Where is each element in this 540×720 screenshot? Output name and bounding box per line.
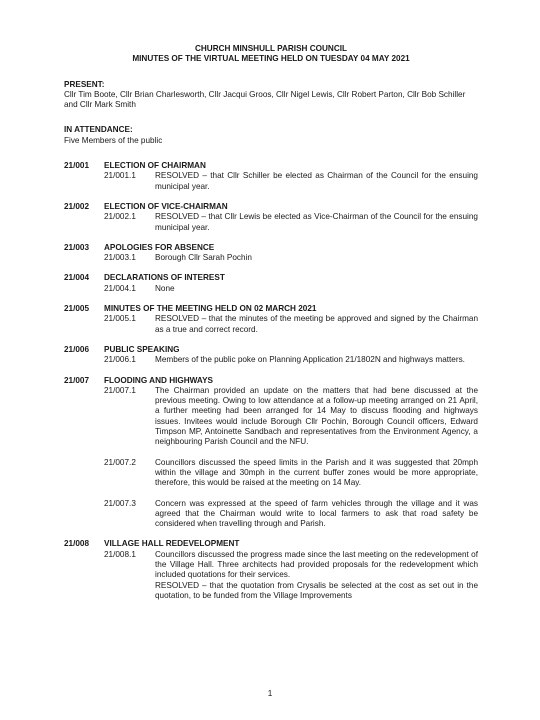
section-number: 21/008: [64, 539, 90, 549]
item-number: 21/007.3: [104, 498, 136, 508]
item-number: 21/001.1: [104, 171, 136, 181]
section-election-of-vice-chairman: [64, 202, 478, 233]
section-title: APOLOGIES FOR ABSENCE: [104, 242, 215, 252]
item-text: RESOLVED – that the minutes of the meeting be approved and signed by the Chairman as a true and correct record.: [155, 314, 478, 334]
item-text: Members of the public poke on Planning Application 21/1802N and highways matters.: [155, 355, 465, 365]
section-village-hall: [64, 539, 478, 601]
section-previous-minutes: [64, 304, 478, 335]
item-text: Councillors discussed the speed limits in the Parish and it was suggested that 20mph within the village and 30mph in the current buffer zones would be more appropriate, therefore, this would be raised at the meeting on 14 May.: [155, 457, 478, 488]
item-number: 21/005.1: [104, 314, 136, 324]
attendance-text: Five Members of the public: [64, 135, 163, 145]
council-name: CHURCH MINSHULL PARISH COUNCIL: [194, 44, 348, 53]
item-text: None: [155, 283, 175, 293]
section-number: 21/007: [64, 375, 90, 385]
section-election-of-chairman: [64, 161, 478, 192]
section-title: DECLARATIONS OF INTEREST: [104, 273, 225, 283]
item-text: RESOLVED – that Cllr Lewis be elected as Vice-Chairman of the Council for the ensuing municipal year.: [155, 212, 478, 232]
section-flooding-highways: [64, 376, 478, 530]
item-number: 21/004.1: [104, 283, 136, 293]
section-number: 21/005: [64, 304, 90, 314]
attendance-label: IN ATTENDANCE:: [64, 125, 133, 135]
item-number: 21/008.1: [104, 549, 136, 559]
section-title: VILLAGE HALL REDEVELOPMENT: [104, 539, 240, 549]
section-number: 21/006: [64, 344, 90, 354]
present-list: Cllr Tim Boote, Cllr Brian Charlesworth, Cllr Jacqui Groos, Cllr Nigel Lewis, Cllr Robert Parton, Cllr Bob Schiller and Cllr Mark Smith: [64, 89, 466, 110]
section-declarations: [64, 273, 478, 294]
item-text: Councillors discussed the progress made since the last meeting on the redevelopment of the Village Hall. Three architects had provided proposals for the redevelopment which included quotations for their services.: [155, 549, 478, 580]
section-number: 21/002: [64, 201, 90, 211]
item-text: Borough Cllr Sarah Pochin: [155, 253, 252, 263]
item-number: 21/002.1: [104, 212, 136, 222]
page-number: 1: [267, 689, 273, 698]
item-number: 21/007.1: [104, 385, 136, 395]
section-title: ELECTION OF VICE-CHAIRMAN: [104, 201, 228, 211]
item-number: 21/003.1: [104, 253, 136, 263]
section-title: PUBLIC SPEAKING: [104, 344, 180, 354]
minutes-document: [64, 44, 478, 601]
item-text: The Chairman provided an update on the matters that had bene discussed at the previous meeting. Owing to low attendance at a follow-up meeting arranged on 21 April, a further meeting had been arranged for 14 May to discuss flooding and highways issues. Invitees would include Borough Cllr Pochin, Borough Council officers, Edward Timpson MP, Antoinette Sandbach and representatives from the Environment Agency, a neighbouring Parish Council and the NFU.: [155, 385, 478, 447]
present-label: PRESENT:: [64, 79, 105, 89]
minutes-title: MINUTES OF THE VIRTUAL MEETING HELD ON TUESDAY 04 MAY 2021: [132, 54, 410, 64]
section-apologies: [64, 243, 478, 264]
section-number: 21/001: [64, 161, 90, 171]
section-title: FLOODING AND HIGHWAYS: [104, 375, 214, 385]
item-number: 21/006.1: [104, 355, 136, 365]
section-title: ELECTION OF CHAIRMAN: [104, 161, 206, 171]
item-text: Concern was expressed at the speed of farm vehicles through the village and it was agreed that the Chairman would write to local farmers to ask that road safety be considered when travelling through and Parish.: [155, 498, 478, 529]
section-number: 21/004: [64, 273, 90, 283]
section-title: MINUTES OF THE MEETING HELD ON 02 MARCH 2021: [104, 304, 317, 314]
section-public-speaking: [64, 345, 478, 366]
item-number: 21/007.2: [104, 457, 136, 467]
item-text: RESOLVED – that Cllr Schiller be elected as Chairman of the Council for the ensuing municipal year.: [155, 171, 478, 191]
resolution-text: RESOLVED – that the quotation from Crysalis be selected at the cost as set out in the quotation, to be funded from the Village Improvements: [155, 580, 478, 600]
section-number: 21/003: [64, 242, 90, 252]
